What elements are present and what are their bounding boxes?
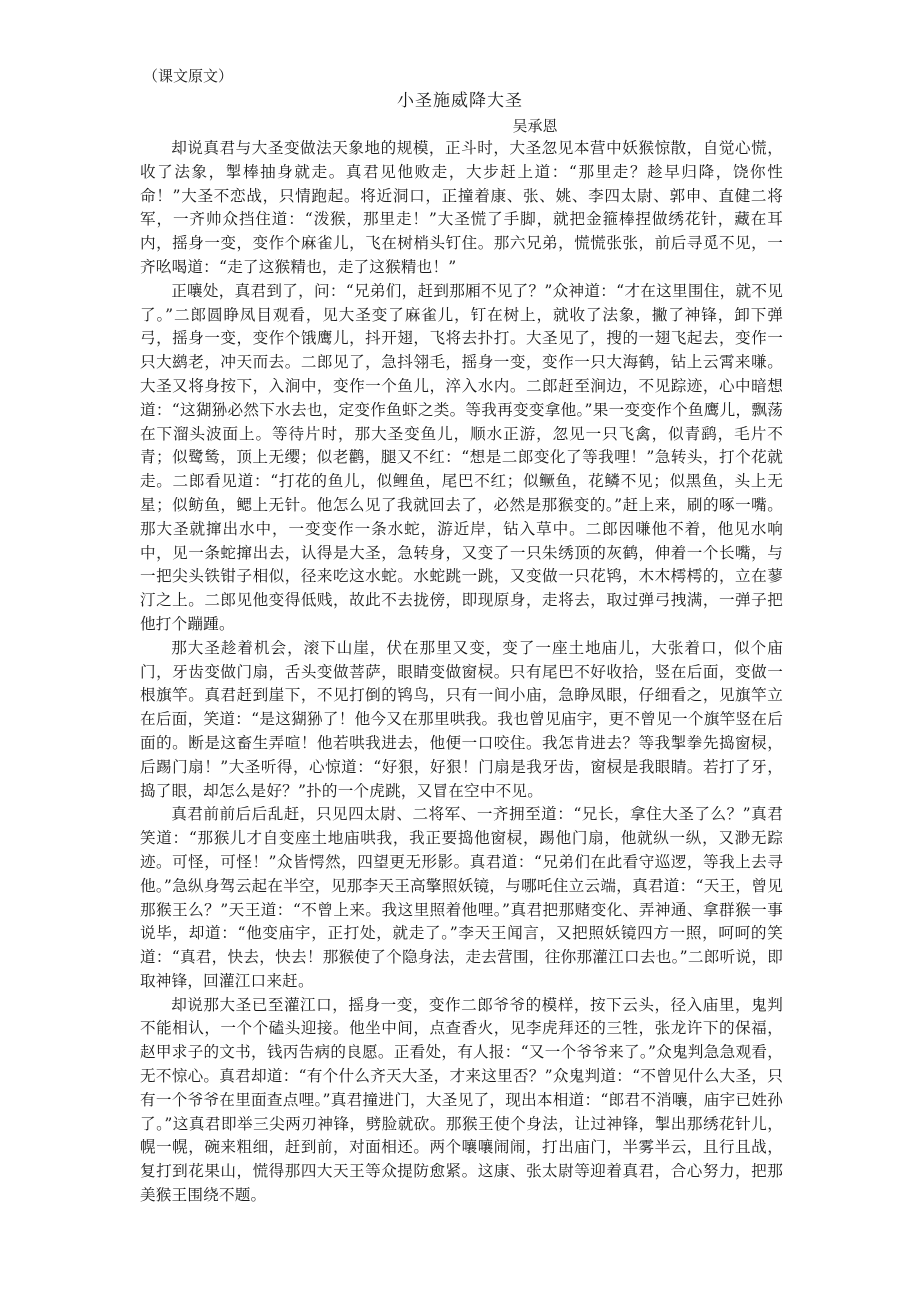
section-label: （课文原文） — [143, 67, 234, 85]
article-body — [140, 137, 783, 1208]
author-name: 吴承恩 — [512, 117, 558, 135]
page-title: 小圣施威降大圣 — [397, 91, 523, 111]
paragraph-5: 却说那大圣已至灌江口，摇身一变，变作二郎爷爷的模样，按下云头，径入庙里，鬼判不能相认，一个个磕头迎接。他坐中间，点查香火，见李虎拜还的三牲，张龙许下的保福，赵甲求子的文书，钱丙告病的良愿。正看处，有人报：“又一个爷爷来了。”众鬼判急急观看，无不惊心。真君却道：“有个什么齐天大圣，才来这里否？”众鬼判道：“不曾见什么大圣，只有一个爷爷在里面查点哩。”真君撞进门，大圣见了，现出本相道：“郎君不消嚷，庙宇已姓孙了。”这真君即举三尖两刃神锋，劈脸就砍。那猴王使个身法，让过神锋，掣出那绣花针儿，幌一幌，碗来粗细，赶到前，对面相还。两个嚷嚷闹闹，打出庙门，半雾半云，且行且战，复打到花果山，慌得那四大天王等众提防愈紧。这康、张太尉等迎着真君，合心努力，把那美猴王围绕不题。 — [140, 995, 783, 1205]
paragraph-3: 那大圣趁着机会，滚下山崖，伏在那里又变，变了一座土地庙儿，大张着口，似个庙门，牙齿变做门扇，舌头变做菩萨，眼睛变做窗棂。只有尾巴不好收拾，竖在后面，变做一根旗竿。真君赶到崖下，不见打倒的鸨鸟，只有一间小庙，急睁凤眼，仔细看之，见旗竿立在后面，笑道：“是这猢狲了！他今又在那里哄我。我也曾见庙宇，更不曾见一个旗竿竖在后面的。断是这畜生弄喧！他若哄我进去，他便一口咬住。我怎肯进去？等我掣拳先捣窗棂，后踢门扇！”大圣听得，心惊道：“好狠，好狠！门扇是我牙齿，窗棂是我眼睛。若打了牙，捣了眼，却怎么是好？”扑的一个虎跳，又冒在空中不见。 — [140, 638, 783, 800]
paragraph-4: 真君前前后后乱赶，只见四太尉、二将军、一齐拥至道：“兄长，拿住大圣了么？”真君笑道：“那猴儿才自变座土地庙哄我，我正要捣他窗棂，踢他门扇，他就纵一纵，又渺无踪迹。可怪，可怪！”众皆愕然，四望更无形影。真君道：“兄弟们在此看守巡逻，等我上去寻他。”急纵身驾云起在半空，见那李天王高擎照妖镜，与哪吒住立云端，真君道：“天王，曾见那猴王么？”天王道：“不曾上来。我这里照着他哩。”真君把那赌变化、弄神通、拿群猴一事说毕，却道：“他变庙宇，正打处，就走了。”李天王闻言，又把照妖镜四方一照，呵呵的笑道：“真君，快去，快去！那猴使了个隐身法，走去营围，往你那灌江口去也。”二郎听说，即取神锋，回灌江口来赶。 — [140, 805, 783, 990]
paragraph-2: 正嚷处，真君到了，问：“兄弟们，赶到那厢不见了？”众神道：“才在这里围住，就不见了。”二郎圆睁凤目观看，见大圣变了麻雀儿，钉在树上，就收了法象，撇了神锋，卸下弹弓，摇身一变，变作个饿鹰儿，抖开翅，飞将去扑打。大圣见了，搜的一翅飞起去，变作一只大鹚老，冲天而去。二郎见了，急抖翎毛，摇身一变，变作一只大海鹤，钻上云霄来嗛。大圣又将身按下，入涧中，变作一个鱼儿，淬入水内。二郎赶至涧边，不见踪迹，心中暗想道：“这猢狲必然下水去也，定变作鱼虾之类。等我再变变拿他。”果一变变作个鱼鹰儿，飘荡在下溜头波面上。等待片时，那大圣变鱼儿，顺水正游，忽见一只飞禽，似青鹞，毛片不青；似鹭鸶，顶上无缨；似老鹳，腿又不红：“想是二郎变化了等我哩！”急转头，打个花就走。二郎看见道：“打花的鱼儿，似鲤鱼，尾巴不红；似鳜鱼，花鳞不见；似黑鱼，头上无星；似鲂鱼，鳃上无针。他怎么见了我就回去了，必然是那猴变的。”赶上来，刷的啄一嘴。那大圣就撺出水中，一变变作一条水蛇，游近岸，钻入草中。二郎因嗛他不着，他见水响中，见一条蛇撺出去，认得是大圣，急转身，又变了一只朱绣顶的灰鹤，伸着一个长嘴，与一把尖头铁钳子相似，径来吃这水蛇。水蛇跳一跳，又变做一只花鸨，木木樗樗的，立在蓼汀之上。二郎见他变得低贱，故此不去拢傍，即现原身，走将去，取过弹弓拽满，一弹子把他打个蹦踵。 — [140, 281, 783, 633]
paragraph-1: 却说真君与大圣变做法天象地的规模，正斗时，大圣忽见本营中妖猴惊散，自觉心慌，收了法象，掣棒抽身就走。真君见他败走，大步赶上道：“那里走？趁早归降，饶你性命！”大圣不恋战，只情跑起。将近洞口，正撞着康、张、姚、李四太尉、郭申、直健二将军，一齐帅众挡住道：“泼猴，那里走！”大圣慌了手脚，就把金箍棒捏做绣花针，藏在耳内，摇身一变，变作个麻雀儿，飞在树梢头钉住。那六兄弟，慌慌张张，前后寻觅不见，一齐吆喝道：“走了这猴精也，走了这猴精也！” — [140, 139, 783, 276]
